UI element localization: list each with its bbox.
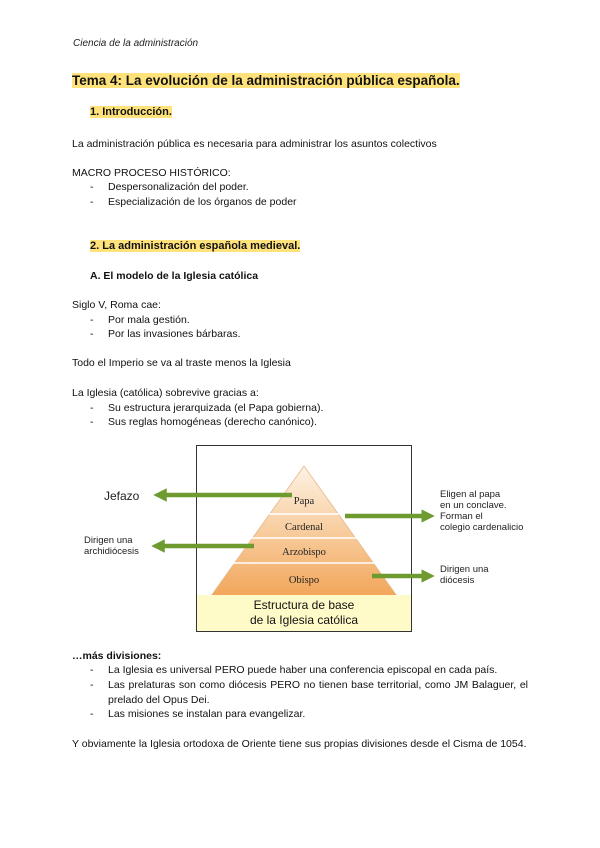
- mas-divisiones-heading: …más divisiones:: [72, 650, 162, 662]
- base-caption-box: [197, 595, 411, 631]
- title-text: Tema 4: La evolución de la administración pública española.: [72, 73, 460, 88]
- section-2-heading-text: 2. La administración española medieval.: [90, 240, 301, 252]
- final-paragraph: Y obviamente la Iglesia ortodoxa de Oriente tiene sus propias divisiones desde el Cisma de 1054.: [72, 738, 527, 750]
- section-1-heading: [90, 106, 172, 119]
- section-1-heading-text: 1. Introducción.: [90, 106, 172, 118]
- section-2-heading: [90, 240, 300, 253]
- label-jefazo: Jefazo: [104, 489, 140, 503]
- intro-paragraph: La administración pública es necesaria para administrar los asuntos colectivos: [72, 138, 437, 150]
- base-caption-line-2: de la Iglesia católica: [249, 613, 359, 627]
- label-dirigen-diocesis: Dirigen una diócesis: [440, 564, 489, 586]
- subsection-a-heading: A. El modelo de la Iglesia católica: [90, 270, 259, 282]
- label-eligen-papa: Eligen al papa en un conclave. Forman el colegio cardenalicio: [440, 489, 524, 533]
- list-item: - Las prelaturas son como diócesis PERO no tienen base territorial, como JM Balaguer, el prelado del Opus Dei.: [90, 679, 528, 706]
- level-cardenal: Cardenal: [285, 522, 323, 533]
- level-papa: Papa: [293, 496, 315, 507]
- siglo-label: Siglo V, Roma cae:: [72, 299, 161, 311]
- level-arzobispo: Arzobispo: [282, 547, 326, 558]
- macro-label: MACRO PROCESO HISTÓRICO:: [72, 167, 231, 179]
- page-header: Ciencia de la administración: [73, 38, 199, 49]
- page-title: [72, 72, 460, 89]
- label-dirigen-archidiocesis: Dirigen una archidiócesis: [84, 535, 139, 557]
- base-caption-line-1: Estructura de base: [253, 598, 355, 612]
- hierarchy-diagram: [196, 445, 412, 632]
- level-obispo: Obispo: [288, 575, 320, 586]
- iglesia-label: La Iglesia (católica) sobrevive gracias a:: [72, 387, 259, 399]
- imperio-text: Todo el Imperio se va al traste menos la Iglesia: [72, 357, 291, 369]
